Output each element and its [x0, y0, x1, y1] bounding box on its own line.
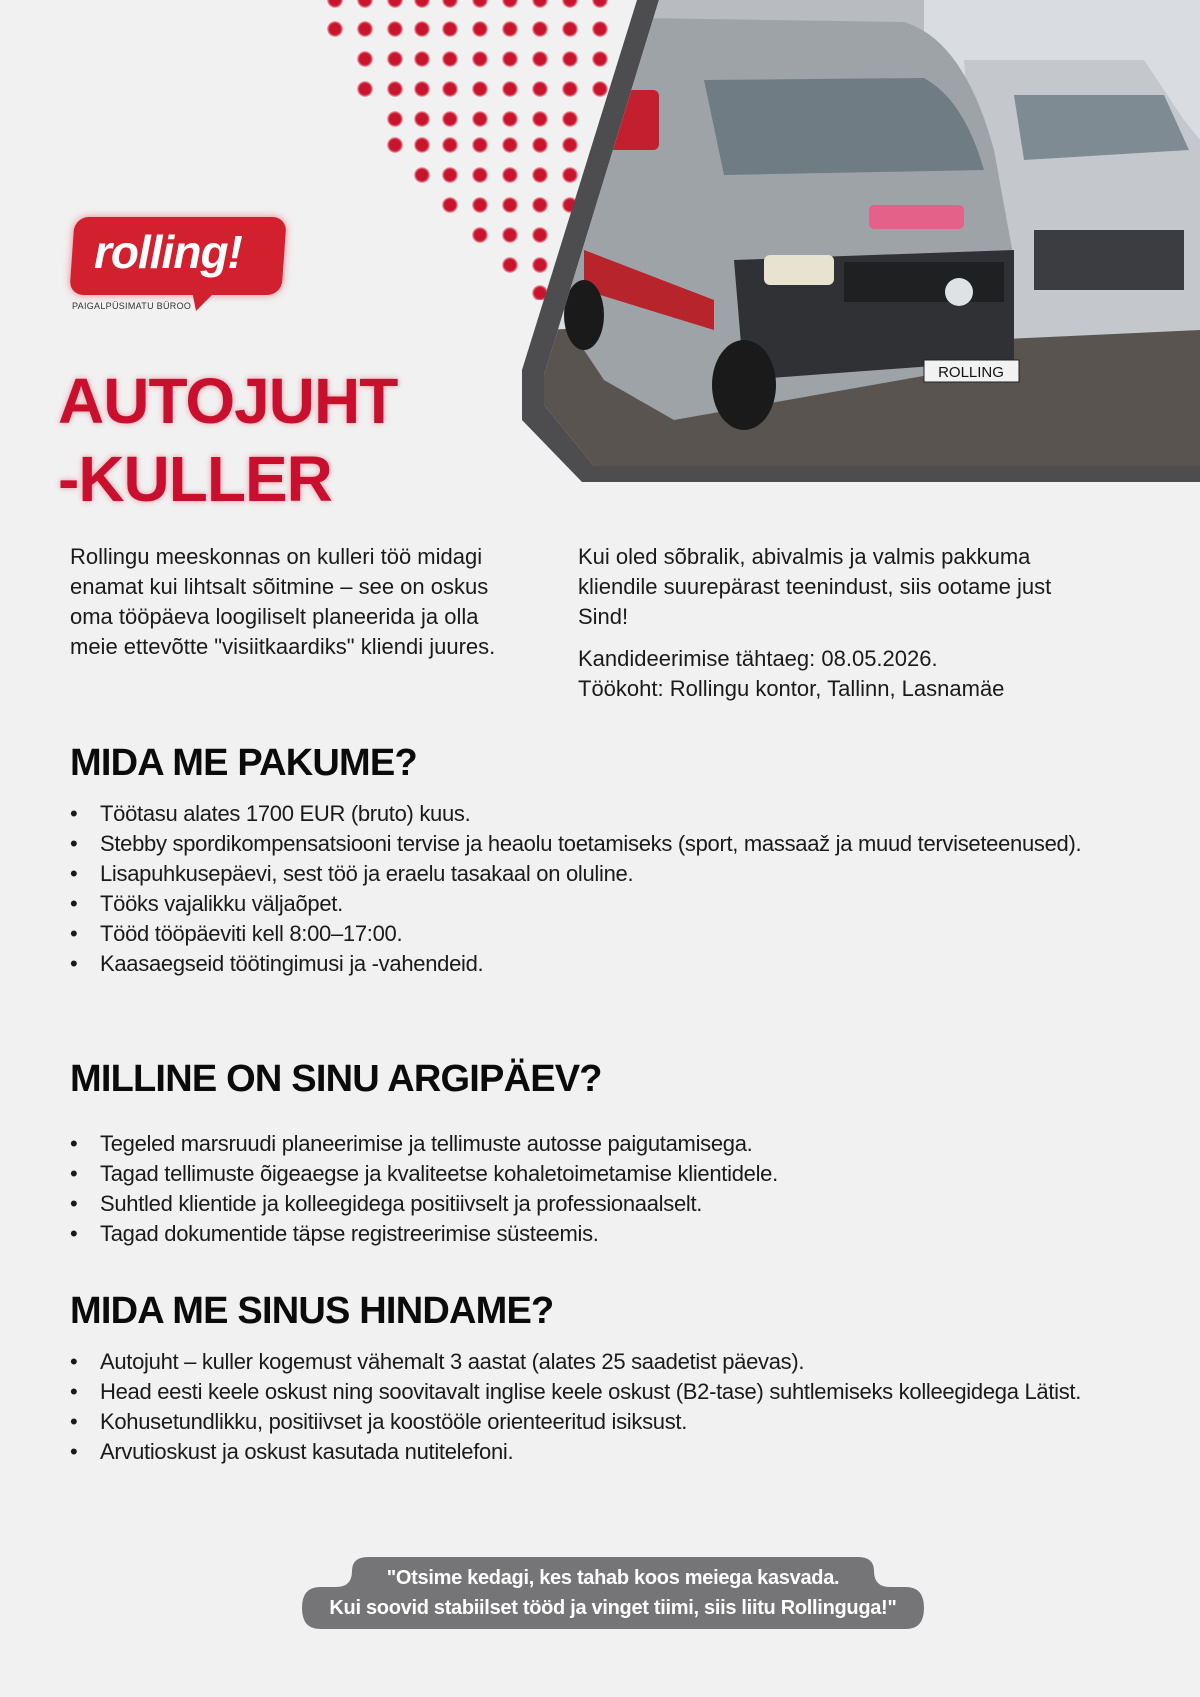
section-heading: MILLINE ON SINU ARGIPÄEV?	[70, 1058, 602, 1100]
offer-list	[70, 799, 1130, 979]
list-item: • Lisapuhkusepäevi, sest töö ja eraelu tasakaal on oluline.	[70, 859, 1130, 889]
list-item: • Kaasaegseid töötingimusi ja -vahendeid.	[70, 949, 1130, 979]
rolling-logo	[70, 215, 290, 315]
quote-text	[302, 1563, 924, 1623]
work-location: Töökoht: Rollingu kontor, Tallinn, Lasnamäe	[578, 676, 1005, 701]
requirements-list	[70, 1347, 1130, 1467]
intro-description: Rollingu meeskonnas on kulleri töö midagi enamat kui lihtsalt sõitmine – see on oskus oma tööpäeva loogiliselt planeerida ja olla meie ettevõtte "visiitkaardiks" kliendi juures.	[70, 544, 496, 659]
application-info	[578, 644, 1098, 704]
list-item: • Stebby spordikompensatsiooni tervise ja heaolu toetamiseks (sport, massaaž ja muud terviseteenused).	[70, 829, 1130, 859]
job-title-line-2: -KULLER	[58, 443, 332, 515]
speech-bubble-tail-icon	[190, 291, 220, 313]
application-deadline: Kandideerimise tähtaeg: 08.05.2026.	[578, 646, 938, 671]
list-item: • Head eesti keele oskust ning soovitavalt inglise keele oskust (B2-tase) suhtlemiseks kolleegidega Lätist.	[70, 1377, 1130, 1407]
job-title-line-1: AUTOJUHT	[58, 365, 398, 437]
intro-call-to-action	[578, 542, 1098, 704]
list-item: • Autojuht – kuller kogemust vähemalt 3 aastat (alates 25 saadetist päevas).	[70, 1347, 1130, 1377]
svg-text:ROLLING: ROLLING	[938, 364, 1004, 381]
section-heading: MIDA ME SINUS HINDAME?	[70, 1290, 554, 1332]
daily-work-list	[70, 1129, 1130, 1249]
list-item: • Kohusetundlikku, positiivset ja koostööle orienteeritud isiksust.	[70, 1407, 1130, 1437]
list-item: • Tagad dokumentide täpse registreerimise süsteemis.	[70, 1219, 1130, 1249]
list-item: • Arvutioskust ja oskust kasutada nutitelefoni.	[70, 1437, 1130, 1467]
hero-photo-frame	[522, 0, 1200, 482]
list-item: • Suhtled klientide ja kolleegidega positiivselt ja professionaalselt.	[70, 1189, 1130, 1219]
list-item: • Tööd tööpäeviti kell 8:00–17:00.	[70, 919, 1130, 949]
job-title	[58, 362, 397, 518]
list-item: • Tagad tellimuste õigeaegse ja kvaliteetse kohaletoimetamise klientidele.	[70, 1159, 1130, 1189]
logo-tagline: PAIGALPÜSIMATU BÜROO	[72, 301, 192, 311]
logo-wordmark: rolling!	[94, 226, 242, 278]
closing-quote-banner	[302, 1557, 924, 1629]
section-heading: MIDA ME PAKUME?	[70, 742, 417, 784]
intro-invitation: Kui oled sõbralik, abivalmis ja valmis pakkuma kliendile suurepärast teenindust, siis ootame just Sind!	[578, 544, 1052, 629]
section-requirements	[70, 1290, 1130, 1467]
delivery-van-illustration	[544, 0, 1200, 466]
list-item: • Tööks vajalikku väljaõpet.	[70, 889, 1130, 919]
section-offer	[70, 742, 1130, 979]
quote-line-1: "Otsime kedagi, kes tahab koos meiega kasvada.	[386, 1567, 840, 1589]
hero-photo	[544, 0, 1200, 466]
section-daily-work	[70, 1058, 1130, 1249]
quote-line-2: Kui soovid stabiilset tööd ja vinget tiimi, siis liitu Rollinguga!"	[329, 1597, 897, 1619]
list-item: • Tegeled marsruudi planeerimise ja tellimuste autosse paigutamisega.	[70, 1129, 1130, 1159]
list-item: • Töötasu alates 1700 EUR (bruto) kuus.	[70, 799, 1130, 829]
